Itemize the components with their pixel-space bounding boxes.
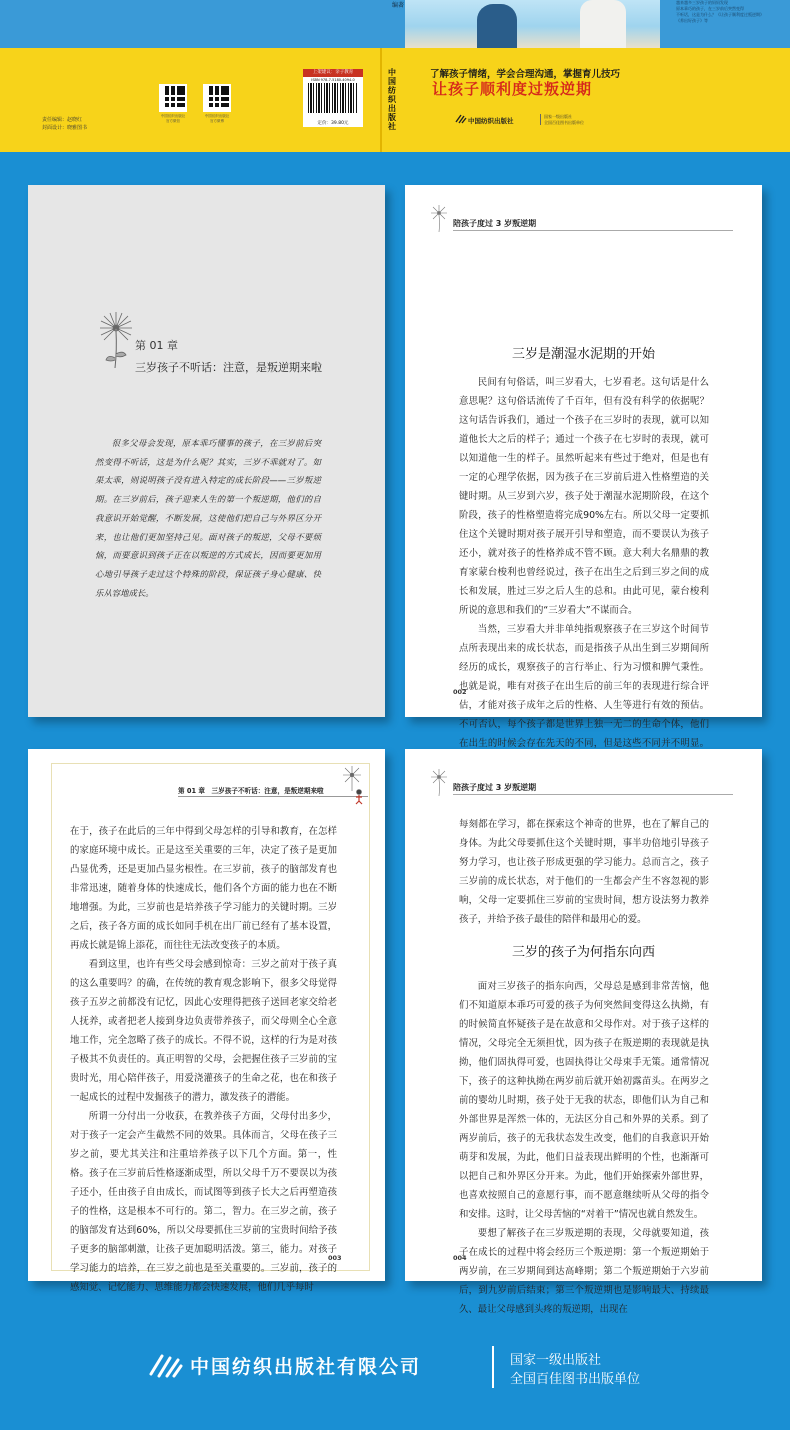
cover-publisher-logo: 中国纺织出版社	[468, 117, 514, 125]
page-number: 002	[453, 688, 467, 696]
paragraph: 每刻都在学习，都在探索这个神奇的世界，也在了解自己的身体。为此父母要抓住这个关键时期，事半功倍地引导孩子努力学习，也让孩子形成更强的学习能力。总而言之，孩子三岁前的成长状态，对于他们的一生都会产生不容忽视的影响，父母一定要抓住三岁前的宝贵时间，想方设法努力教养孩子，并给予孩子最佳的陪伴和最用心的爱。	[459, 819, 709, 925]
chapter-title: 三岁孩子不听话：注意，是叛逆期来啦	[135, 361, 322, 374]
isbn-text: ISBN 978-7-5180-4094-0	[311, 78, 355, 82]
spine-edge	[380, 48, 382, 152]
paragraph: 民间有句俗话，叫三岁看大，七岁看老。这句话是什么意思呢？这句俗话流传了千百年，但有没有科学的依据呢？这句话告诉我们，通过一个孩子在三岁时的表现，就可以知道他长大之后的样子；通过一个孩子在七岁时的表现，就可以知道他一生的样子。虽然听起来有些过于绝对，但是也有一定的心理学依据，因为孩子在三岁前后进入性格塑造的关键时期。从三岁到六岁，孩子处于潮湿水泥期阶段，在这个阶段，孩子的性格塑造将完成90%左右。所以父母一定要抓住这个关键时期对孩子展开引导和塑造，而不要误认为孩子还小，就对孩子的性格养成不管不顾。意大利大名鼎鼎的教育家蒙台梭利也曾经说过，孩子在出生之后到三岁之间的成长和发展，胜过三岁之后人生的总和。由此可见，蒙台梭利所说的意思和我们的“三岁看大”不谋而合。	[459, 377, 709, 616]
section-title: 三岁的孩子为何指东向西	[511, 945, 655, 960]
price: 定价：39.80元	[317, 121, 349, 126]
qr-wechat	[159, 84, 187, 112]
footer-line-2: 全国百佳图书出版单位	[510, 1372, 641, 1387]
paragraph: 要想了解孩子在三岁叛逆期的表现，父母就要知道，孩子在成长的过程中将会经历三个叛逆期：第一个叛逆期始于两岁前，在三岁期间到达高峰期；第二个叛逆期始于六岁前后，到九岁前后结束；第三个叛逆期也是影响最大、持续最久、最让父母感到头疼的叛逆期，出现在	[459, 1228, 709, 1315]
body-text	[70, 822, 337, 1297]
cover-publisher-sub: 国家一级出版社 全国百佳图书出版单位	[540, 114, 584, 125]
paragraph: 在于，孩子在此后的三年中得到父母怎样的引导和教育，在怎样的家庭环境中成长。正是这至关重要的三年，决定了孩子是更加凸显优秀，还是更加凸显劣根性。在三岁前，孩子的脑部发育也非常迅速，随着身体的快速成长，他们各个方面的能力也在不断地增强。为此，三岁前也是培养孩子学习能力的关键时期。三岁之后，孩子各方面的成长如同手机在出厂前已经有了基本设置，再成长就是锦上添花，而往往无法改变孩子的本质。	[70, 826, 337, 951]
publisher-logo-icon	[455, 114, 467, 124]
qr-weibo	[203, 84, 231, 112]
qr-weibo-caption: 中国纺织出版社 官方微博	[204, 114, 230, 123]
qr-wechat-caption: 中国纺织出版社 官方微信	[160, 114, 186, 123]
chapter-number: 第 01 章	[135, 339, 178, 352]
paragraph: 所谓一分付出一分收获，在教养孩子方面，父母付出多少，对于孩子一定会产生截然不同的效果。具体而言，父母在孩子三岁之前，要尤其关注和注重培养孩子以下几个方面。第一，性格。孩子在三岁前后性格逐渐成型，所以父母千万不要误以为孩子还小，任由孩子自由成长，而试图等到孩子长大之后再塑造孩子的性格，这是根本不可行的。第二，智力。在三岁之前，孩子的脑部发育达到60%，所以父母要抓住三岁前的宝贵时间给予孩子更多的脑部刺激，让孩子更加聪明活泼。第三，能力。对孩子学习能力的培养，在三岁之前也是至关重要的。三岁前，孩子的感知觉、记忆能力、思维能力都会快速发展，他们几乎每时	[70, 1111, 337, 1293]
footer-line-1: 国家一级出版社	[510, 1353, 602, 1368]
cover-tagline: 了解孩子情绪，学会合理沟通，掌握育儿技巧	[430, 69, 621, 80]
body-text	[459, 977, 709, 1319]
dandelion-child-icon	[338, 765, 370, 805]
cover-author-tag: 编著	[392, 2, 405, 9]
page-003	[28, 749, 385, 1293]
running-header: 陪孩子度过 3 岁叛逆期	[453, 219, 537, 228]
header-rule	[453, 794, 733, 795]
page-002	[405, 185, 762, 749]
parent-figure	[580, 0, 626, 48]
paragraph: 当然，三岁看大并非单纯指观察孩子在三岁这个时间节点所表现出来的成长状态，而是指孩子从出生到三岁期间所经历的成长，观察孩子的言行举止、行为习惯和脾气秉性。也就是说，唯有对孩子在出生后的前三年的表现进行综合评估，才能对孩子成年之后的性格、人生等进行有效的预估。不可否认，每个孩子都是世界上独一无二的生命个体，他们在出生的时候会存在先天的不同，但是这些不同并不明显。	[459, 624, 709, 749]
spine-publisher: 中国纺织出版社	[388, 67, 396, 131]
footer-divider	[492, 1346, 494, 1388]
page-number: 004	[453, 1254, 467, 1262]
page-chapter-opener	[28, 185, 385, 717]
page-number: 003	[328, 1254, 342, 1262]
shelf-suggestion: 上架建议：亲子教育	[303, 69, 363, 77]
dandelion-icon	[427, 203, 453, 233]
cover-photo	[405, 0, 660, 48]
header-rule	[453, 230, 733, 231]
body-text	[459, 373, 709, 772]
running-header: 陪孩子度过 3 岁叛逆期	[453, 783, 537, 792]
publisher-logo-icon	[148, 1352, 184, 1378]
dandelion-icon	[427, 767, 453, 797]
section-title: 三岁是潮湿水泥期的开始	[511, 347, 655, 362]
footer-publisher-name: 中国纺织出版社有限公司	[190, 1356, 422, 1378]
paragraph: 面对三岁孩子的指东向西，父母总是感到非常苦恼，他们不知道原本乖巧可爱的孩子为何突然间变得这么执拗，有的时候简直怀疑孩子是在故意和父母作对。对于孩子这样的情况，父母完全无须担忧，因为孩子在叛逆期的表现就是执拗，他们固执得可爱，也固执得让父母束手无策。通常情况下，孩子的这种执拗在两岁前后就开始初露苗头。在两岁之前的婴幼儿时期，孩子处于无我的状态，即他们认为自己和外部世界是浑然一体的，无法区分自己和外界的关系。到了两岁前后，孩子的无我状态发生改变，他们的自我意识开始萌芽和发展，为此，他们日益表现出鲜明的个性，也渐渐可以把自己和外界区分开来。为此，他们开始探索外部世界，也喜欢按照自己的意愿行事，而不愿意继续听从父母的指令和安排。这时，让父母苦恼的“对着干”情况也就自然发生。	[459, 981, 709, 1220]
barcode	[308, 83, 358, 113]
page-004	[405, 749, 762, 1315]
cover-editors: 责任编辑：赵晓红 封面设计：晓雅图书	[42, 117, 88, 131]
body-text-lead	[459, 815, 709, 929]
paragraph: 看到这里，也许有些父母会感到惊奇：三岁之前对于孩子真的这么重要吗？的确，在传统的教育观念影响下，很多父母觉得孩子五岁之前都没有记忆，因此心安理得把孩子送回老家交给老人抚养，或者把老人接到身边负责带养孩子，而父母则全心全意地工作，完全忽略了孩子的成长。不得不说，这样的行为是对孩子极其不负责任的。真正明智的父母，会把握住孩子三岁前的宝贵时光，用心陪伴孩子，用爱浇灌孩子的生命之花，也在和孩子一起成长的过程中发掘孩子的潜力，激发孩子的潜能。	[70, 959, 337, 1103]
chapter-intro: 很多父母会发现，原本乖巧懂事的孩子，在三岁前后突然变得不听话，这是为什么呢？其实，三岁不乖就对了。如果太乖，则说明孩子没有进入特定的成长阶段——三岁叛逆期。在三岁前后，孩子迎来人生的第一个叛逆期，他们的自我意识开始觉醒，不断发展，这使他们把自己与外界区分开来，也让他们更加坚持己见。面对孩子的叛逆，父母不要烦恼，而要意识到孩子正在以叛逆的方式成长，因而要更加用心地引导孩子走过这个特殊的阶段，保证孩子身心健康、快乐从容地成长。	[95, 438, 321, 598]
running-header: 第 01 章 三岁孩子不听话：注意，是叛逆期来啦	[178, 787, 324, 795]
cover-book-title: 让孩子顺利度过叛逆期	[432, 80, 593, 98]
child-figure	[477, 4, 517, 48]
cover-blurb: 越来越多三岁孩子的妈妈发现 原本乖巧的孩子，在三岁前后突然变得 不听话，这是为什么？《让孩子顺利度过叛逆期》 《养出好孩子》等	[676, 0, 764, 23]
dandelion-icon	[98, 310, 138, 370]
